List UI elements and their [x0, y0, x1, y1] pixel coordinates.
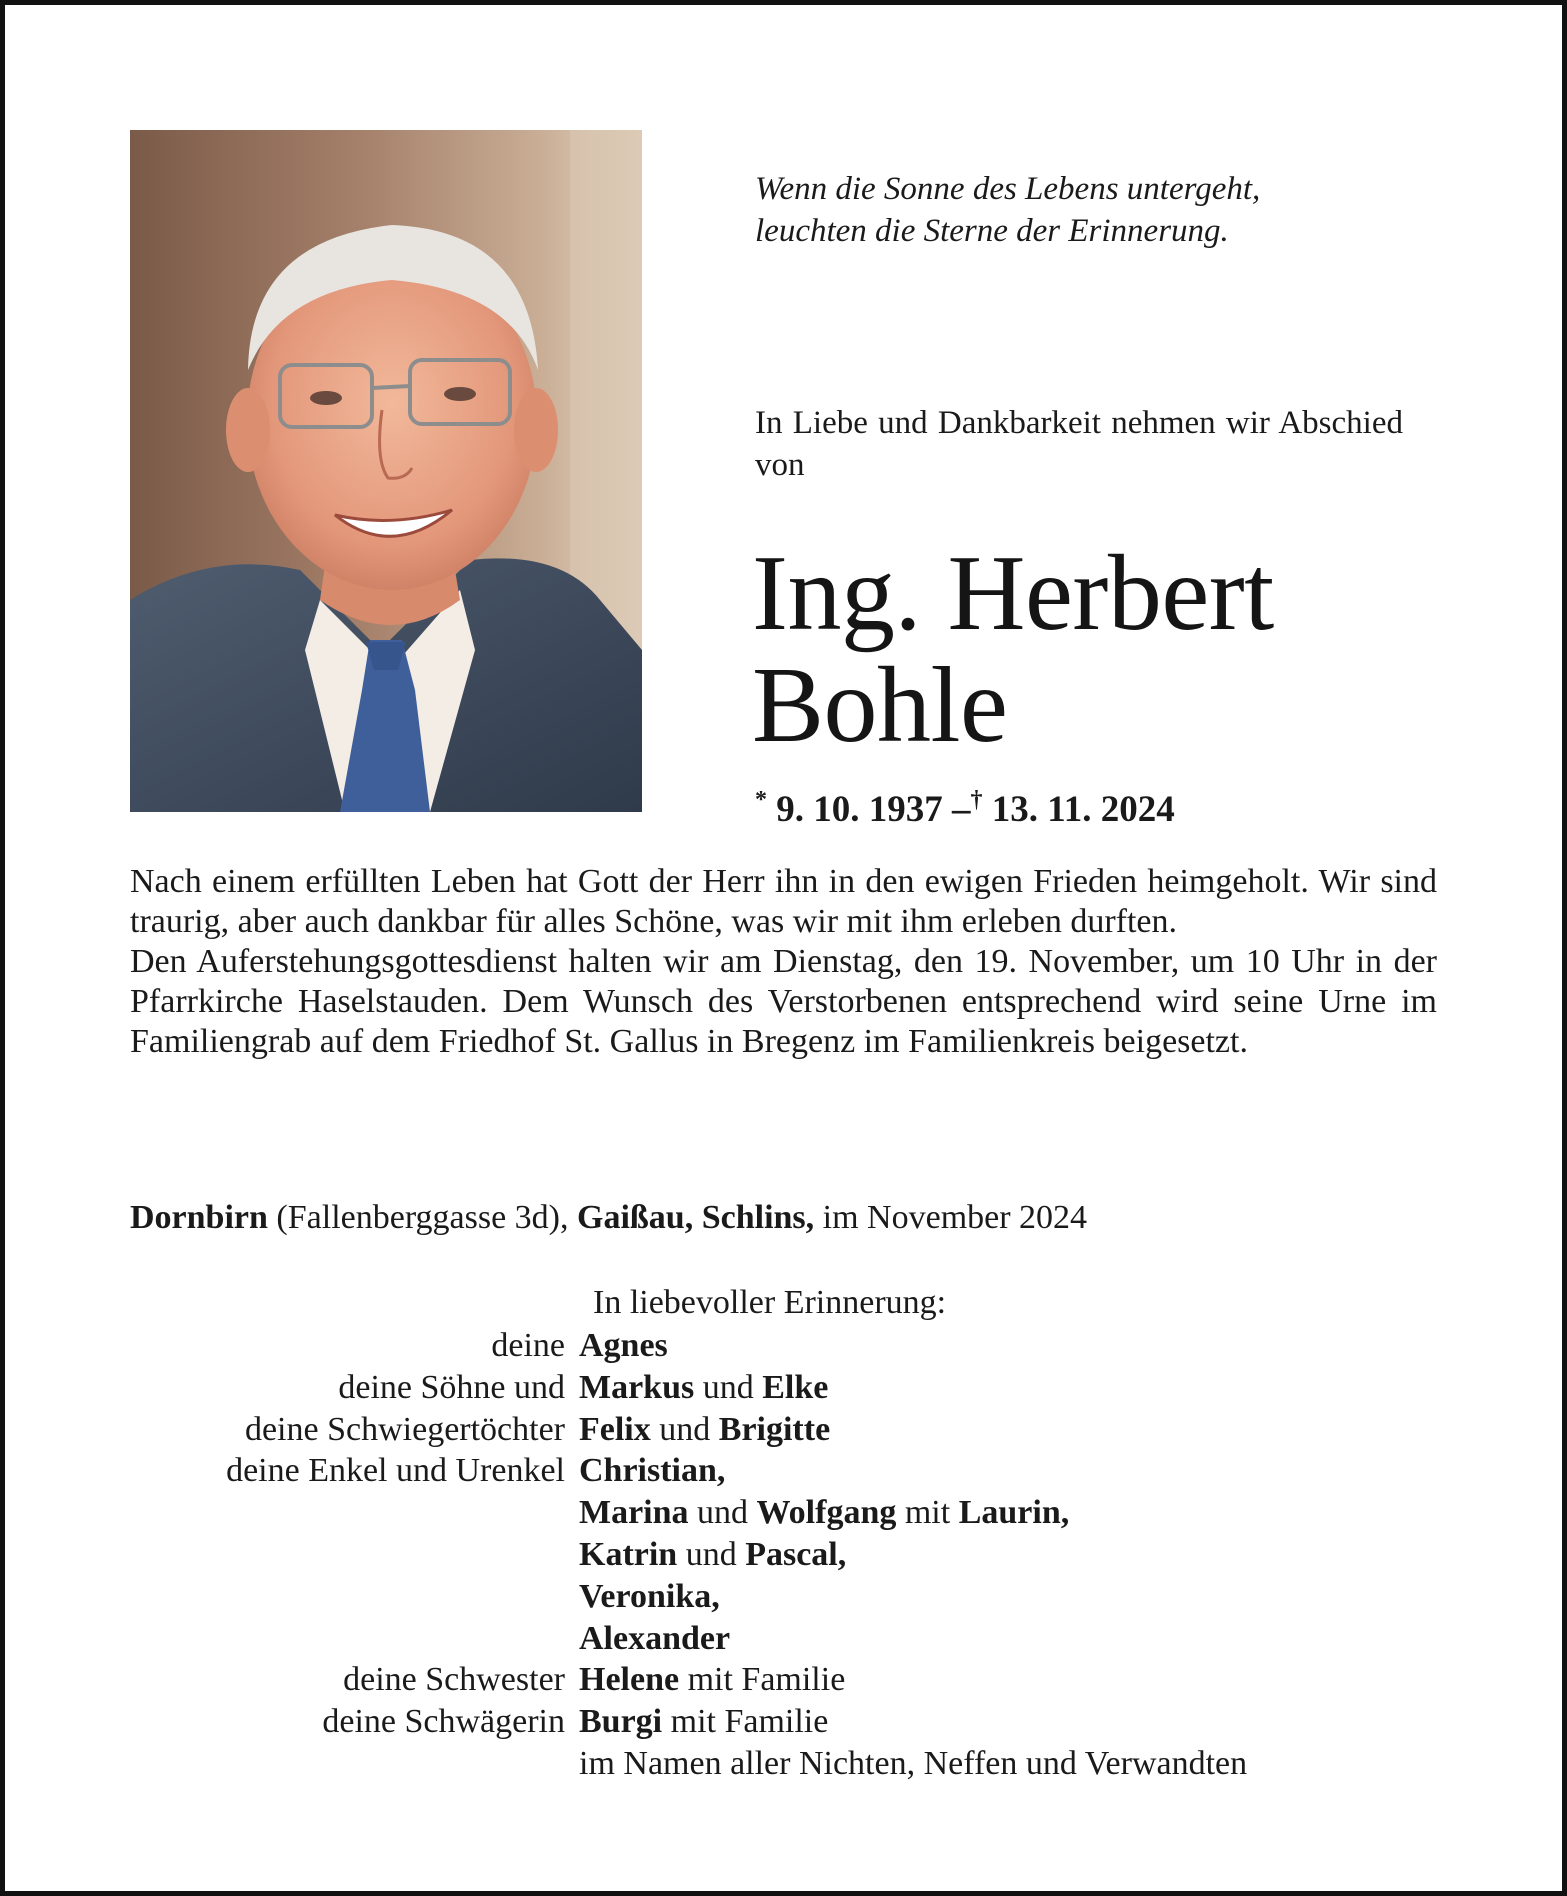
mourner-name: Brigitte: [718, 1410, 831, 1448]
place-and-date-line: [130, 1198, 1087, 1238]
relation-label: deine: [491, 1327, 565, 1364]
mourner-name: Elke: [762, 1368, 829, 1406]
mourner-row: [100, 1618, 1500, 1660]
closing-line: im Namen aller Nichten, Neffen und Verwandten: [579, 1744, 1248, 1782]
mourner-row: Katrin und Pascal,: [579, 1535, 847, 1573]
mourner-name: Pascal,: [745, 1535, 847, 1573]
mourner-name: Burgi: [579, 1703, 663, 1741]
mourner-row: deine Schwägerin Burgi mit Familie: [100, 1701, 1500, 1743]
mourner-name: Christian,: [579, 1452, 726, 1490]
mourner-row: deine Schwiegertöchter Felix und Brigitte: [100, 1409, 1500, 1451]
memorial-quote: [755, 168, 1455, 252]
month-year: im November 2024: [822, 1199, 1088, 1236]
deceased-name: [752, 534, 1452, 765]
mourner-row: deine Schwester Helene mit Familie: [100, 1659, 1500, 1701]
name-line-1: Ing. Herbert: [752, 534, 1274, 653]
quote-line-2: leuchten die Sterne der Erinnerung.: [755, 213, 1229, 249]
portrait-photo: [130, 130, 642, 812]
mourner-name: Marina: [579, 1494, 689, 1532]
mourner-name: Wolfgang: [756, 1494, 897, 1532]
farewell-intro: In Liebe und Dankbarkeit nehmen wir Abschied von: [755, 405, 1403, 483]
paragraph-2: Den Auferstehungsgottesdienst halten wir am Dienstag, den 19. November, um 10 Uhr in der Pfarrkirche Haselstauden. Dem Wunsch des Verstorbenen entsprechend wird seine Urne im Familiengrab auf dem Friedhof St. Gallus in Bregenz im Familienkreis beigesetzt.: [130, 943, 1437, 1060]
memory-heading: In liebevoller Erinnerung:: [593, 1284, 947, 1321]
birth-date: 9. 10. 1937: [776, 789, 943, 830]
mourners-list: [100, 1325, 1500, 1785]
mourner-name: Felix: [579, 1410, 651, 1448]
mourner-name: Markus: [579, 1368, 695, 1406]
paragraph-1: Nach einem erfüllten Leben hat Gott der Herr ihn in den ewigen Frieden heimgeholt. Wir sind traurig, aber auch dankbar für alles Schöne, was wir mit ihm erleben durften.: [130, 863, 1437, 940]
death-date: 13. 11. 2024: [991, 789, 1175, 830]
obituary-text: [130, 862, 1437, 1062]
places-other: Gaißau, Schlins,: [577, 1199, 815, 1236]
relation-label: deine Enkel und Urenkel: [226, 1452, 565, 1490]
mourner-name: Alexander: [579, 1619, 731, 1657]
death-cross-icon: †: [970, 787, 983, 813]
quote-line-1: Wenn die Sonne des Lebens untergeht,: [755, 171, 1261, 207]
birth-star-icon: *: [755, 787, 767, 813]
life-dates: [755, 777, 1175, 833]
relation-label: deine Schwägerin: [322, 1703, 565, 1741]
relation-label: deine Söhne und: [338, 1368, 565, 1406]
mourner-row: [100, 1450, 1500, 1492]
mourner-name: Helene: [579, 1661, 680, 1699]
mourner-row: [100, 1325, 1500, 1367]
address: (Fallenberggasse 3d),: [276, 1199, 569, 1236]
mourner-row: Marina und Wolfgang mit Laurin,: [579, 1494, 1070, 1532]
mourner-row: [100, 1576, 1500, 1618]
mourner-row: [100, 1743, 1500, 1785]
relation-label: deine Schwester: [343, 1661, 565, 1699]
date-dash: –: [952, 789, 971, 830]
mourner-name: Laurin,: [958, 1494, 1070, 1532]
mourner-name: Veronika,: [579, 1577, 720, 1615]
mourner-row: deine Söhne und Markus und Elke: [100, 1367, 1500, 1409]
relation-label: deine Schwiegertöchter: [244, 1410, 565, 1448]
place-dornbirn: Dornbirn: [130, 1199, 268, 1236]
mourner-name: Katrin: [579, 1535, 678, 1573]
name-line-2: Bohle: [752, 646, 1008, 765]
mourner-name: Agnes: [579, 1327, 668, 1364]
